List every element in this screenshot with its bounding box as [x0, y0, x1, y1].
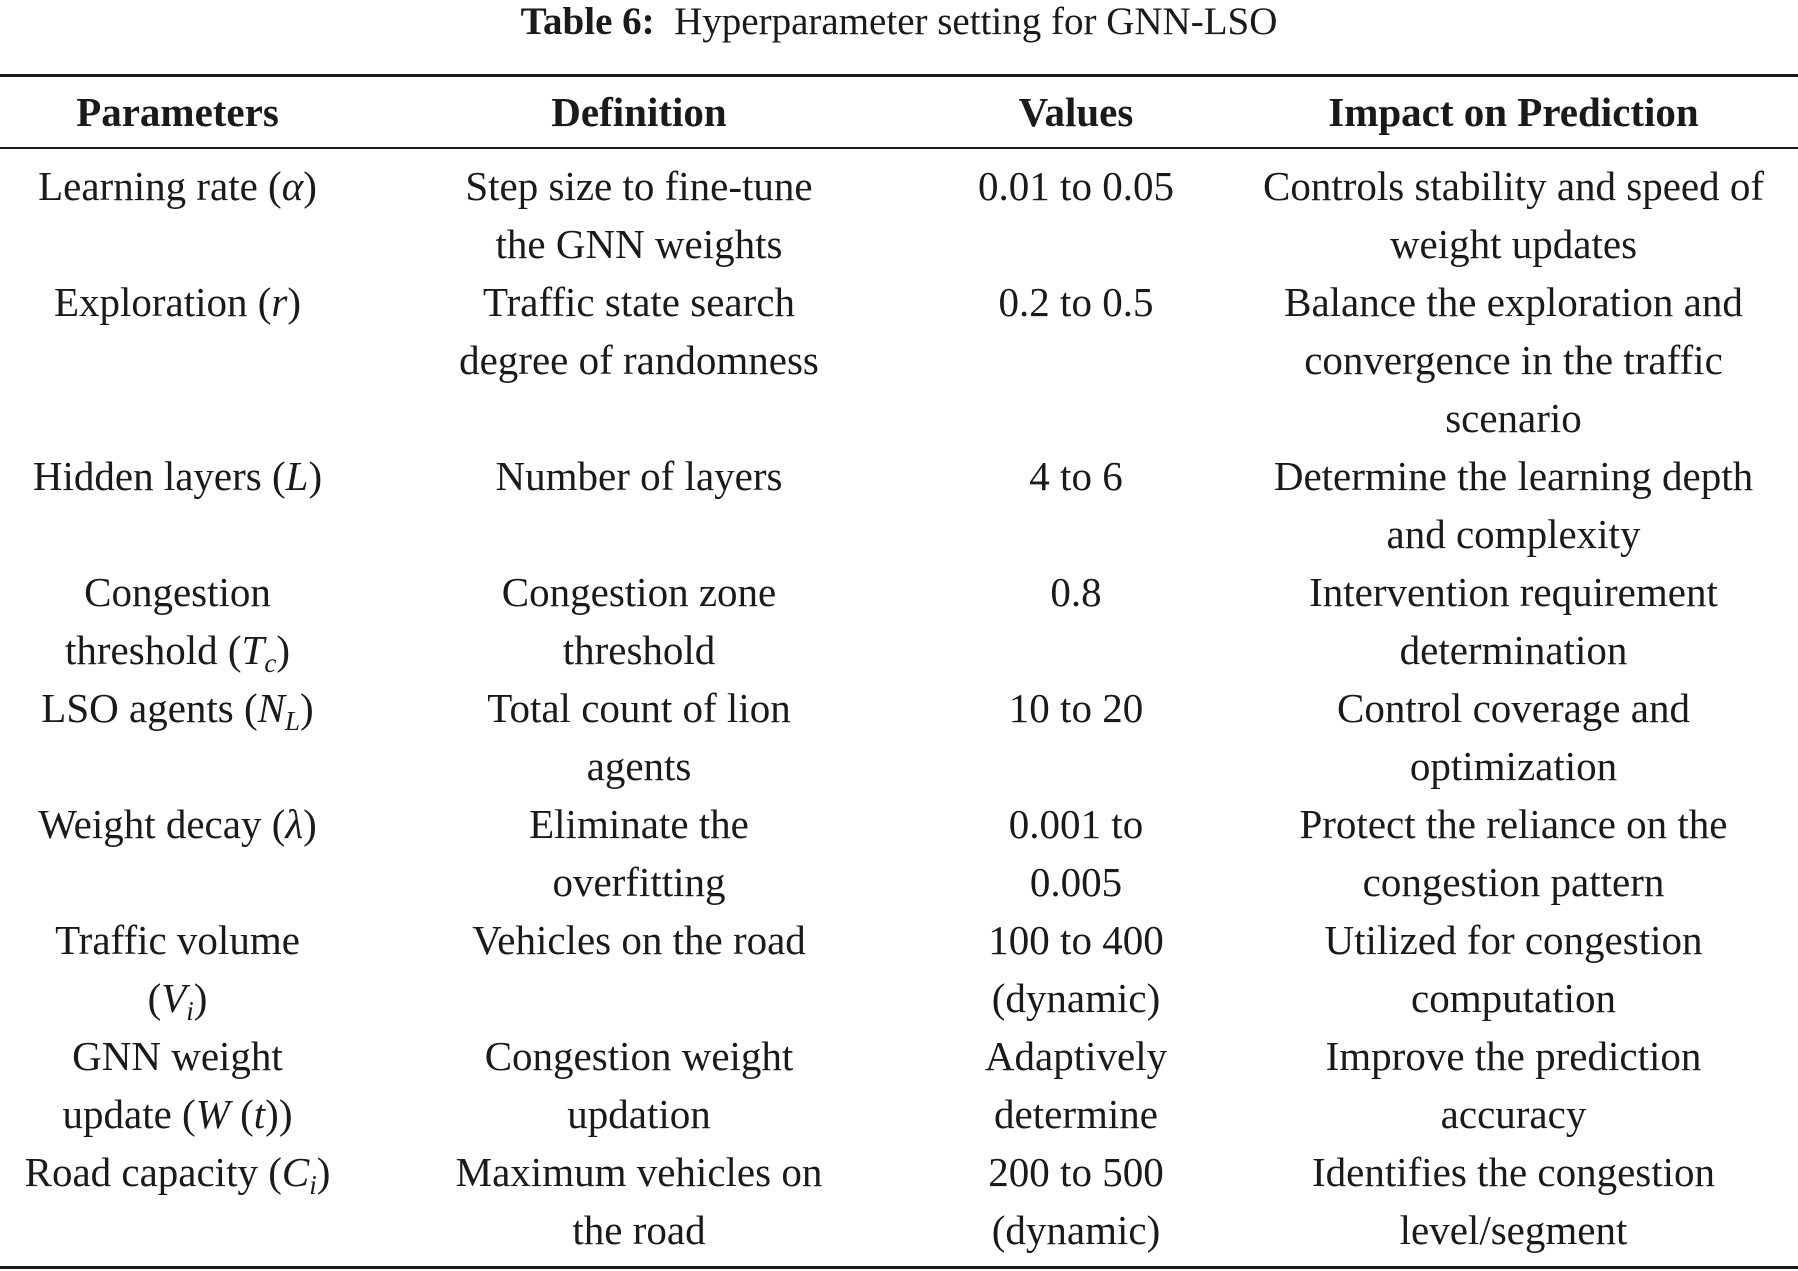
- cell-impact: Balance the exploration and convergence in the traffic scenario: [1284, 279, 1743, 441]
- symbol-argument: t: [253, 1091, 266, 1137]
- cell-impact: Controls stability and speed of weight updates: [1262, 163, 1765, 267]
- table-row: [0, 795, 1798, 911]
- table-caption-text: Hyperparameter setting for GNN-LSO: [674, 0, 1278, 43]
- cell-impact: Control coverage and optimization: [1337, 685, 1690, 789]
- cell-definition: Total count of lion agents: [487, 685, 791, 789]
- table-row: [0, 911, 1798, 1027]
- cell-impact: Protect the reliance on the congestion pattern: [1299, 801, 1728, 905]
- cell-values: 0.2 to 0.5: [998, 279, 1154, 325]
- cell-definition: Eliminate the overfitting: [529, 801, 749, 905]
- symbol: L: [285, 453, 309, 499]
- cell-parameter: GNN weight update (W (t)): [62, 1033, 293, 1137]
- symbol: C: [281, 1149, 310, 1195]
- hyperparameter-table: [0, 77, 1798, 1259]
- cell-impact: Improve the prediction accuracy: [1325, 1033, 1702, 1137]
- symbol: r: [271, 279, 288, 325]
- cell-definition: Vehicles on the road: [472, 917, 806, 963]
- symbol: V: [161, 975, 187, 1021]
- cell-definition: Step size to fine-tune the GNN weights: [465, 163, 813, 267]
- header-impact: Impact on Prediction: [1328, 89, 1699, 135]
- cell-parameter: Hidden layers (L): [32, 453, 323, 499]
- cell-parameter: Road capacity $(C_i)$: [24, 1149, 331, 1200]
- cell-impact: Intervention requirement determination: [1309, 569, 1718, 673]
- table-bottom-rule: [0, 1266, 1798, 1269]
- cell-parameter: Traffic volume $(V_i)$: [55, 917, 300, 1026]
- symbol: λ: [285, 801, 304, 847]
- cell-parameter: Exploration (r): [53, 279, 302, 325]
- symbol: N: [257, 685, 286, 731]
- cell-definition: Congestion weight updation: [484, 1033, 794, 1137]
- table-header-row: [0, 77, 1798, 147]
- cell-values: 100 to 400 (dynamic): [988, 917, 1164, 1021]
- symbol-subscript: L: [285, 706, 301, 736]
- header-parameters: Parameters: [76, 89, 279, 135]
- cell-definition: Traffic state search degree of randomness: [459, 279, 819, 383]
- cell-values: 0.001 to 0.005: [1008, 801, 1144, 905]
- table-caption-label: Table 6:: [520, 0, 655, 43]
- table-row: [0, 679, 1798, 795]
- symbol-subscript: i: [186, 996, 194, 1026]
- table-row: [0, 1143, 1798, 1259]
- cell-values: 10 to 20: [1008, 685, 1144, 731]
- cell-parameter: LSO agents $(N_L)$: [41, 685, 314, 736]
- table-caption: [0, 0, 1798, 44]
- cell-definition: Congestion zone threshold: [501, 569, 777, 673]
- table-row: [0, 563, 1798, 679]
- cell-definition: Number of layers: [495, 453, 783, 499]
- table-row: [0, 1027, 1798, 1143]
- symbol-subscript: i: [309, 1170, 317, 1200]
- symbol: T: [241, 627, 265, 673]
- cell-values: 0.8: [1050, 569, 1102, 615]
- cell-values: 4 to 6: [1029, 453, 1123, 499]
- cell-values: Adaptively determine: [984, 1033, 1168, 1137]
- cell-values: 0.01 to 0.05: [978, 163, 1174, 209]
- table-row: [0, 273, 1798, 447]
- table-row: [0, 447, 1798, 563]
- cell-parameter: Weight decay (λ): [38, 801, 317, 847]
- symbol: α: [281, 163, 304, 209]
- cell-values: 200 to 500 (dynamic): [988, 1149, 1164, 1253]
- cell-impact: Identifies the congestion level/segment: [1311, 1149, 1716, 1253]
- symbol: W: [195, 1091, 230, 1137]
- header-definition: Definition: [551, 89, 727, 135]
- cell-definition: Maximum vehicles on the road: [455, 1149, 823, 1253]
- cell-impact: Determine the learning depth and complexity: [1273, 453, 1754, 557]
- cell-parameter: Learning rate (α): [38, 163, 317, 209]
- symbol-subscript: c: [264, 648, 277, 678]
- table-row: [0, 147, 1798, 273]
- cell-parameter: Congestion threshold $(T_c)$: [65, 569, 290, 678]
- header-values: Values: [1018, 89, 1134, 135]
- cell-impact: Utilized for congestion computation: [1324, 917, 1703, 1021]
